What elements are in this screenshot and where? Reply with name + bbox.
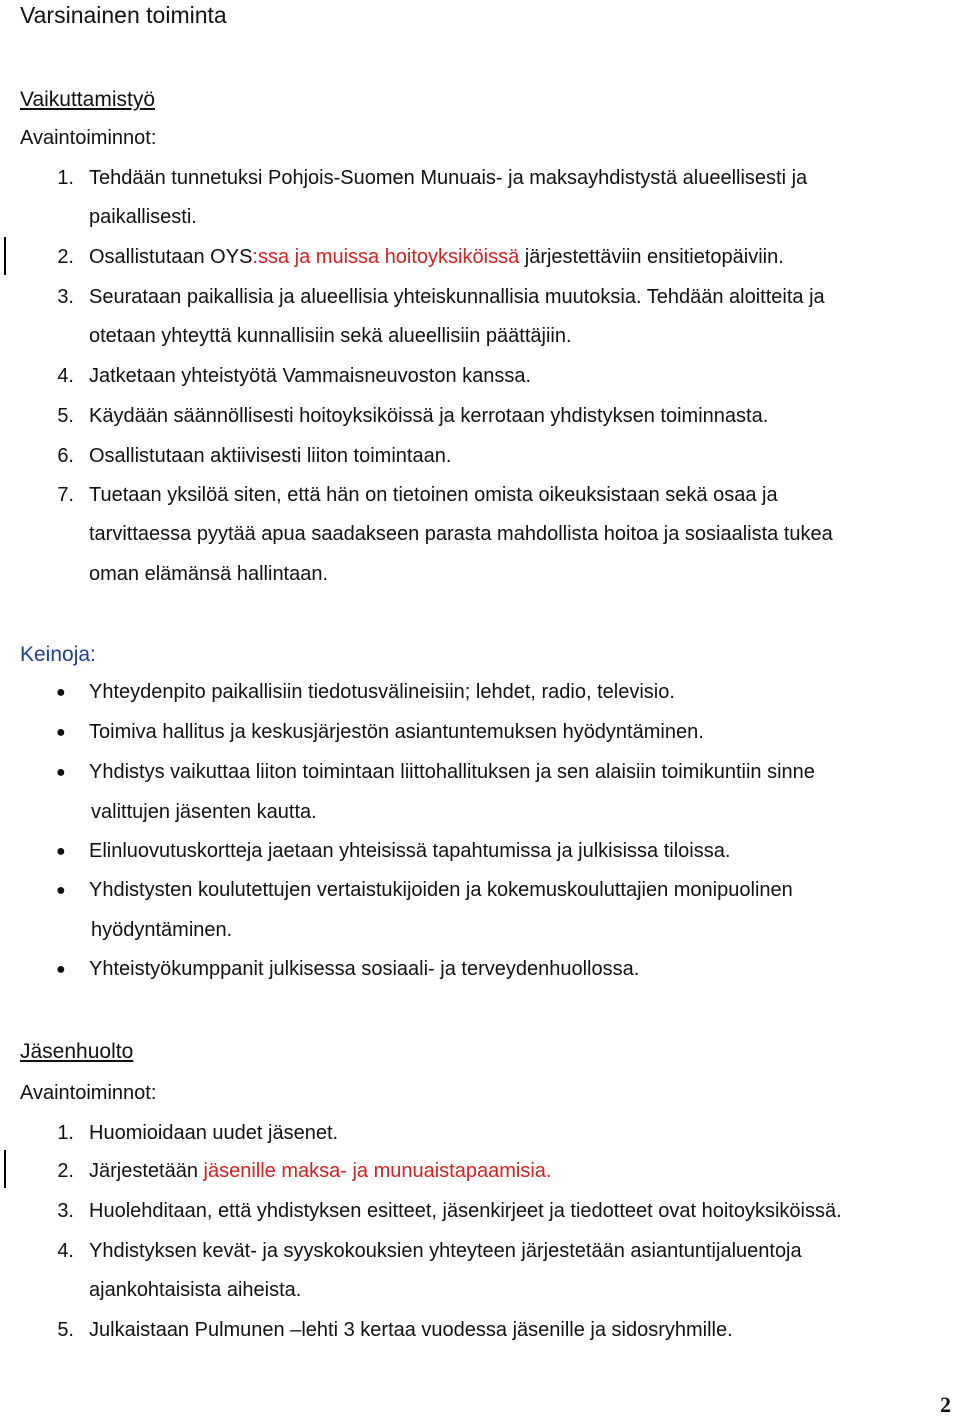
list-item-text: Jatketaan yhteistyötä Vammaisneuvoston kanssa.	[89, 365, 532, 387]
list-item-text	[89, 246, 784, 269]
list-item-text: otetaan yhteyttä kunnallisiin sekä alueellisiin päättäjiin.	[89, 325, 572, 347]
list-item-number: 5.	[57, 405, 74, 427]
list-item-number: 3.	[57, 286, 74, 308]
list-item-text: Yhdistyksen kevät- ja syyskokouksien yhteyteen järjestetään asiantuntijaluentoja	[89, 1240, 802, 1262]
list-item-text: Seurataan paikallisia ja alueellisia yhteiskunnallisia muutoksia. Tehdään aloitteita ja	[89, 286, 825, 308]
list-item-text: Osallistutaan aktiivisesti liiton toimintaan.	[89, 445, 452, 467]
page-title: Varsinainen toiminta	[20, 2, 227, 28]
bullet-icon: ●	[56, 724, 66, 741]
list-item-text: Tuetaan yksilöä siten, että hän on tietoinen omista oikeuksistaan sekä osaa ja	[89, 484, 778, 506]
bullet-icon: ●	[56, 684, 66, 701]
list-item-number: 6.	[57, 445, 74, 467]
list-item-number: 4.	[57, 365, 74, 387]
list-item-number: 5.	[57, 1319, 74, 1341]
highlighted-text: :ssa ja muissa hoitoyksiköissä	[252, 246, 520, 268]
list-item-number: 3.	[57, 1200, 74, 1222]
list-item-text: Julkaistaan Pulmunen –lehti 3 kertaa vuodessa jäsenille ja sidosryhmille.	[89, 1319, 733, 1341]
list-item-number: 1.	[57, 1122, 74, 1144]
bullet-item-text: Yhteydenpito paikallisiin tiedotusvälineisiin; lehdet, radio, televisio.	[89, 681, 675, 703]
list-item-text: Tehdään tunnetuksi Pohjois-Suomen Munuais- ja maksayhdistystä alueellisesti ja	[89, 167, 808, 189]
change-bar	[4, 237, 6, 275]
bullet-item-text: valittujen jäsenten kautta.	[91, 801, 317, 823]
bullet-item-text: Toimiva hallitus ja keskusjärjestön asiantuntemuksen hyödyntäminen.	[89, 721, 704, 743]
list-item-text: oman elämänsä hallintaan.	[89, 563, 329, 585]
section-heading-vaikuttamistyo: Vaikuttamistyö	[20, 88, 155, 111]
bullet-icon: ●	[56, 764, 66, 781]
list-item-number: 2.	[57, 1160, 74, 1182]
list-item-number: 4.	[57, 1240, 74, 1262]
bullet-item-text: Elinluovutuskortteja jaetaan yhteisissä tapahtumissa ja julkisissa tiloissa.	[89, 840, 731, 862]
text-part: Järjestetään	[89, 1160, 204, 1182]
keinoja-heading: Keinoja:	[20, 643, 96, 666]
list-item-number: 2.	[57, 246, 74, 268]
text-part: Osallistutaan OYS	[89, 246, 253, 268]
avaintoiminnot-label: Avaintoiminnot:	[20, 1082, 157, 1104]
bullet-item-text: hyödyntäminen.	[91, 919, 233, 941]
avaintoiminnot-label: Avaintoiminnot:	[20, 127, 157, 149]
text-part: järjestettäviin ensitietopäiviin.	[519, 246, 784, 268]
bullet-item-text: Yhdistys vaikuttaa liiton toimintaan liittohallituksen ja sen alaisiin toimikuntiin sinne	[89, 761, 815, 783]
page-number: 2	[940, 1392, 951, 1417]
bullet-item-text: Yhteistyökumppanit julkisessa sosiaali- ja terveydenhuollossa.	[89, 958, 640, 980]
list-item-text: ajankohtaisista aiheista.	[89, 1279, 302, 1301]
list-item-text: Huolehditaan, että yhdistyksen esitteet, jäsenkirjeet ja tiedotteet ovat hoitoyksiköissä.	[89, 1200, 842, 1222]
list-item-text: Huomioidaan uudet jäsenet.	[89, 1122, 339, 1144]
bullet-item-text: Yhdistysten koulutettujen vertaistukijoiden ja kokemuskouluttajien monipuolinen	[89, 879, 793, 901]
list-item-number: 1.	[57, 167, 74, 189]
list-item-text: paikallisesti.	[89, 206, 197, 228]
section-heading-jasenhuolto: Jäsenhuolto	[20, 1040, 134, 1063]
bullet-icon: ●	[56, 882, 66, 899]
list-item-number: 7.	[57, 484, 74, 506]
list-item-text: Käydään säännöllisesti hoitoyksiköissä ja kerrotaan yhdistyksen toiminnasta.	[89, 405, 769, 427]
bullet-icon: ●	[56, 843, 66, 860]
list-item-text: tarvittaessa pyytää apua saadakseen parasta mahdollista hoitoa ja sosiaalista tukea	[89, 523, 833, 545]
change-bar	[4, 1150, 6, 1188]
bullet-icon: ●	[56, 961, 66, 978]
list-item-text	[89, 1160, 551, 1183]
highlighted-text: jäsenille maksa- ja munuaistapaamisia.	[203, 1160, 552, 1182]
